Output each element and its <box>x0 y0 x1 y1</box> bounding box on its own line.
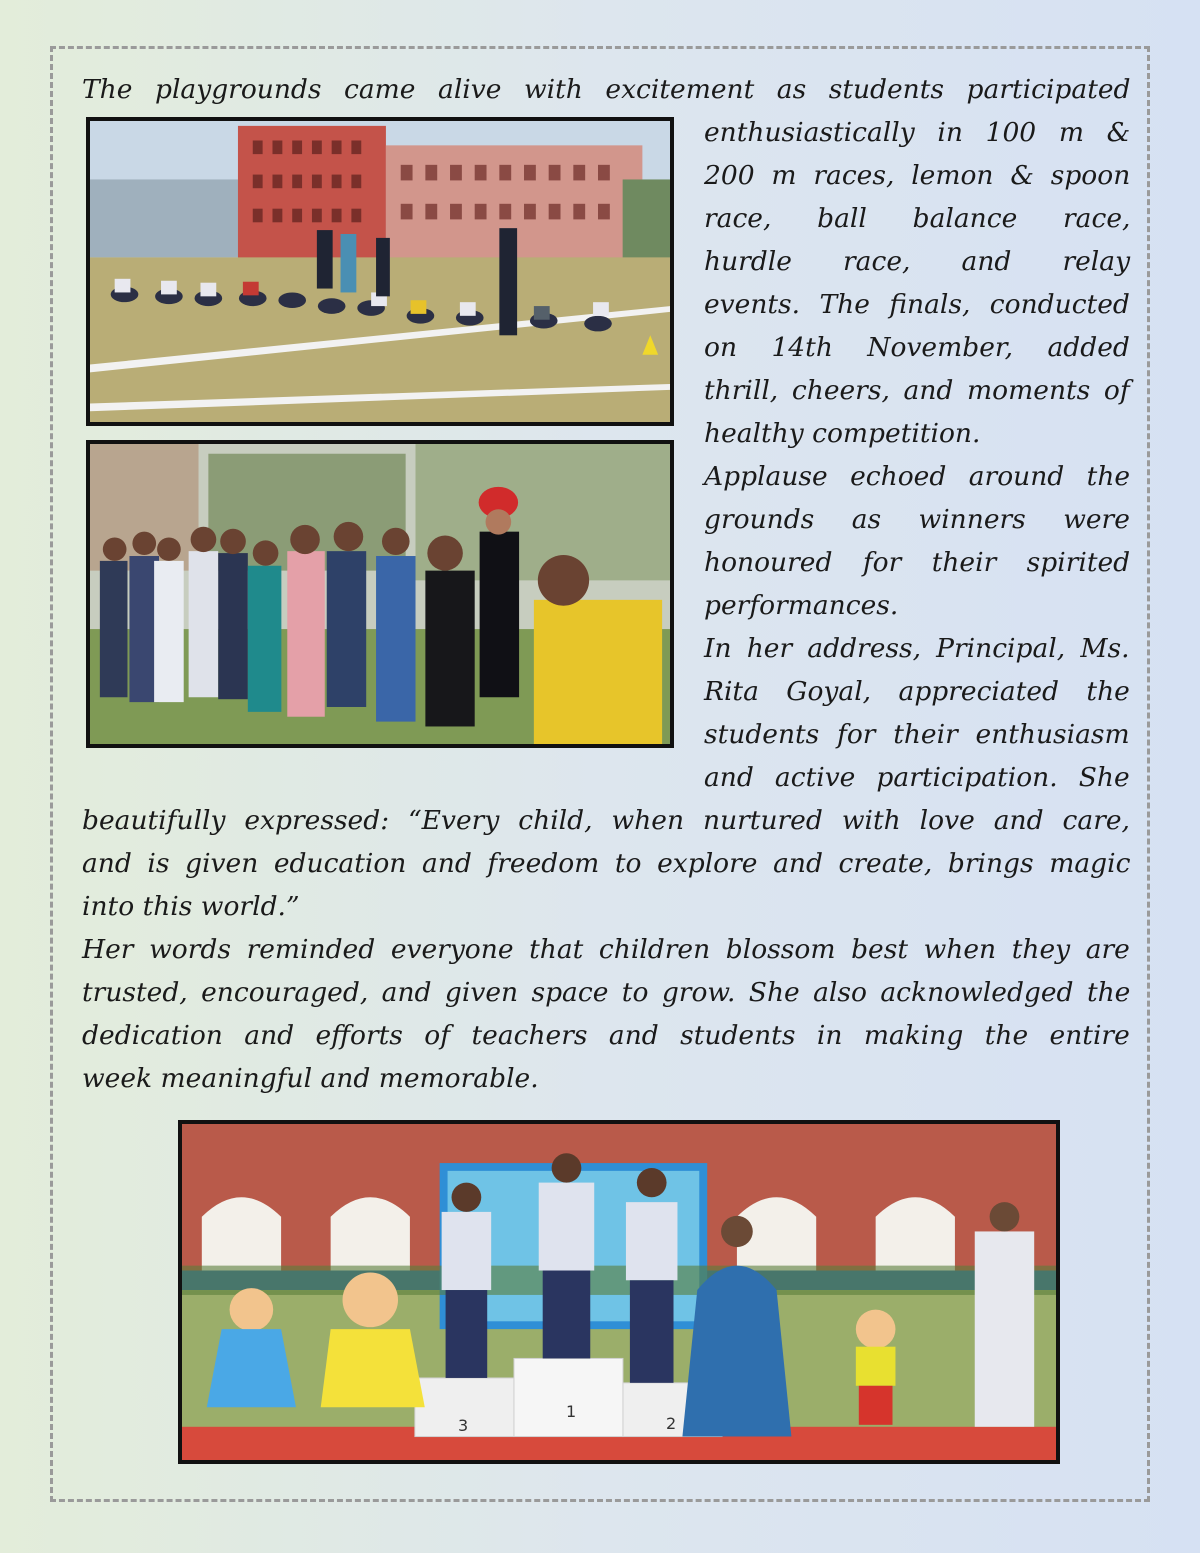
text-line: enthusiastically in 100 m & <box>704 117 1131 148</box>
text-line: 200 m races, lemon & spoon <box>704 160 1131 191</box>
text-line: Applause echoed around the <box>704 461 1131 492</box>
text-line: beautifully expressed: “Every child, when nurtured with love and care, <box>82 805 1130 836</box>
text-line: thrill, cheers, and moments of <box>704 375 1130 406</box>
podium-number-1: 1 <box>566 1402 577 1421</box>
text-line: performances. <box>704 590 899 621</box>
text-line: students for their enthusiasm <box>704 719 1130 750</box>
relay-race-illustration <box>90 444 670 744</box>
photo-race-start <box>86 117 674 426</box>
photo-relay-race <box>86 440 674 748</box>
text-line: The playgrounds came alive with excitement as students participated <box>82 74 1131 105</box>
podium-illustration <box>182 1124 1056 1460</box>
text-line: events. The finals, conducted <box>704 289 1130 320</box>
text-line: healthy competition. <box>704 418 981 449</box>
text-line: race, ball balance race, <box>704 203 1131 234</box>
text-line: Rita Goyal, appreciated the <box>704 676 1130 707</box>
text-line: trusted, encouraged, and given space to grow. She also acknowledged the <box>82 977 1131 1008</box>
text-line: week meaningful and memorable. <box>82 1063 539 1094</box>
text-line: In her address, Principal, Ms. <box>704 633 1130 664</box>
text-line: and is given education and freedom to explore and create, brings magic <box>82 848 1131 879</box>
text-line: into this world.” <box>82 891 300 922</box>
photo-prize-podium <box>178 1120 1060 1464</box>
podium-number-3: 3 <box>458 1416 469 1435</box>
text-line: and active participation. She <box>704 762 1130 793</box>
text-line: on 14th November, added <box>704 332 1130 363</box>
podium-number-2: 2 <box>666 1414 677 1433</box>
text-line: hurdle race, and relay <box>704 246 1131 277</box>
text-line: honoured for their spirited <box>704 547 1131 578</box>
text-line: grounds as winners were <box>704 504 1130 535</box>
text-line: Her words reminded everyone that children blossom best when they are <box>82 934 1130 965</box>
text-line: dedication and efforts of teachers and students in making the entire <box>82 1020 1130 1051</box>
race-start-illustration <box>90 121 670 422</box>
